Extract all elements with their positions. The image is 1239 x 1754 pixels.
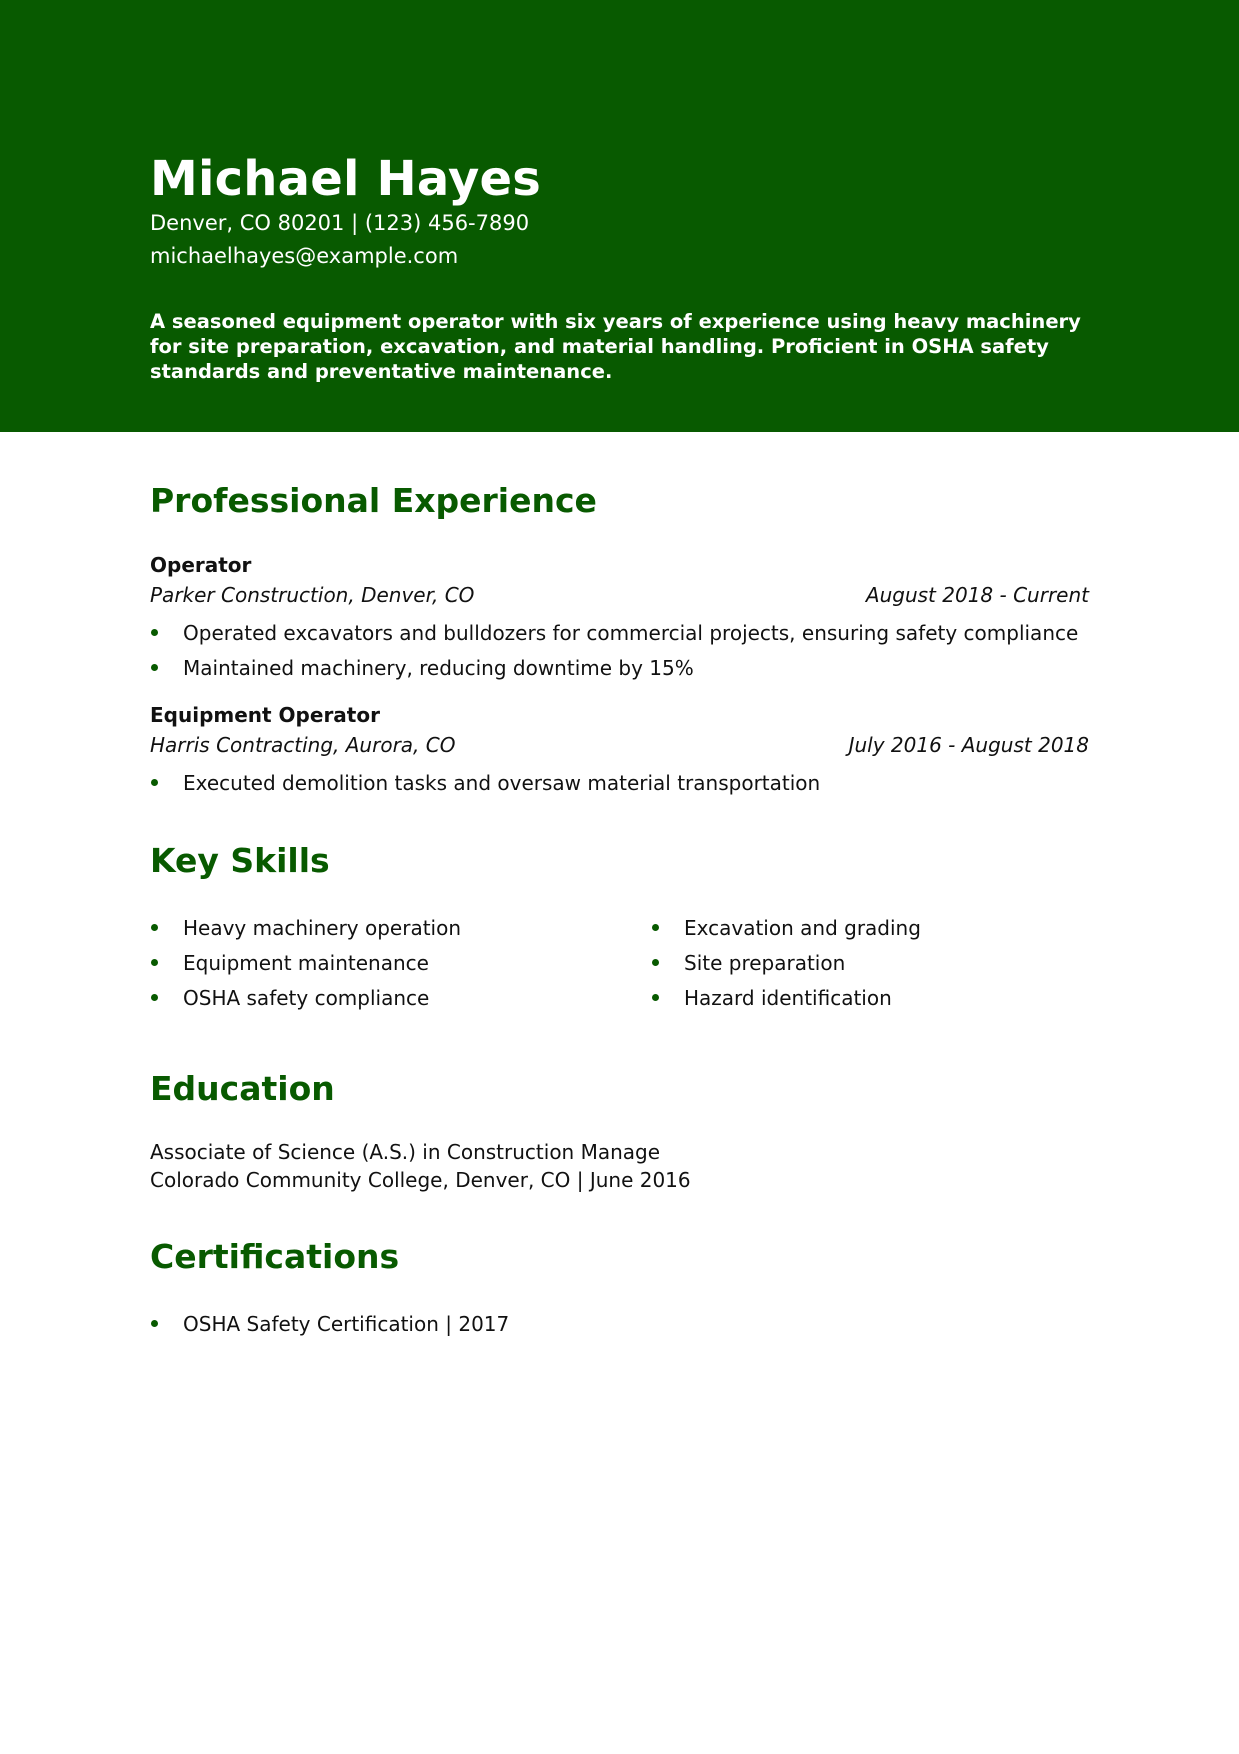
bullet-icon — [151, 779, 158, 786]
certification-item — [150, 1311, 509, 1337]
contact-location-phone: Denver, CO 80201 | (123) 456-7890 — [150, 211, 530, 235]
bullet-icon — [151, 664, 158, 671]
skill-item — [150, 950, 429, 976]
candidate-name: Michael Hayes — [150, 151, 542, 207]
professional-summary: A seasoned equipment operator with six years of experience using heavy machinery for site preparation, excavation, and material handling. Proficient in OSHA safety standards and preventative maintenance. — [150, 310, 1081, 383]
bullet-icon — [652, 959, 659, 966]
section-title-experience: Professional Experience — [150, 481, 597, 520]
job-company: Parker Construction, Denver, CO — [150, 583, 475, 607]
skill-text: OSHA safety compliance — [183, 986, 430, 1010]
job-bullet-text: Maintained machinery, reducing downtime by 15% — [183, 656, 694, 680]
skill-item — [150, 915, 461, 941]
skill-item — [651, 915, 921, 941]
bullet-icon — [151, 994, 158, 1001]
skill-text: Heavy machinery operation — [183, 916, 462, 940]
bullet-icon — [151, 1320, 158, 1327]
skill-text: Hazard identification — [684, 986, 892, 1010]
section-title-skills: Key Skills — [150, 841, 330, 880]
bullet-icon — [151, 629, 158, 636]
job-bullet — [150, 655, 694, 681]
section-title-certifications: Certifications — [150, 1237, 400, 1276]
bullet-icon — [151, 924, 158, 931]
skill-item — [651, 985, 892, 1011]
skill-text: Site preparation — [684, 951, 846, 975]
job-bullet-text: Executed demolition tasks and oversaw material transportation — [183, 771, 821, 795]
header-banner — [0, 0, 1239, 432]
skill-text: Excavation and grading — [684, 916, 921, 940]
bullet-icon — [151, 959, 158, 966]
education-school: Colorado Community College, Denver, CO | June 2016 — [150, 1168, 691, 1192]
bullet-icon — [652, 924, 659, 931]
skill-item — [651, 950, 845, 976]
job-title: Operator — [150, 553, 252, 577]
job-title: Equipment Operator — [150, 703, 380, 727]
section-title-education: Education — [150, 1069, 335, 1108]
job-company: Harris Contracting, Aurora, CO — [150, 733, 456, 757]
bullet-icon — [652, 994, 659, 1001]
job-bullet — [150, 770, 820, 796]
skill-text: Equipment maintenance — [183, 951, 429, 975]
education-degree: Associate of Science (A.S.) in Construction Manage — [150, 1140, 661, 1164]
job-dates: August 2018 - Current — [865, 583, 1089, 607]
job-bullet-text: Operated excavators and bulldozers for commercial projects, ensuring safety compliance — [183, 621, 1079, 645]
job-dates: July 2016 - August 2018 — [848, 733, 1089, 757]
job-bullet — [150, 620, 1078, 646]
skill-item — [150, 985, 429, 1011]
contact-email: michaelhayes@example.com — [150, 244, 459, 268]
certification-text: OSHA Safety Certification | 2017 — [183, 1312, 510, 1336]
